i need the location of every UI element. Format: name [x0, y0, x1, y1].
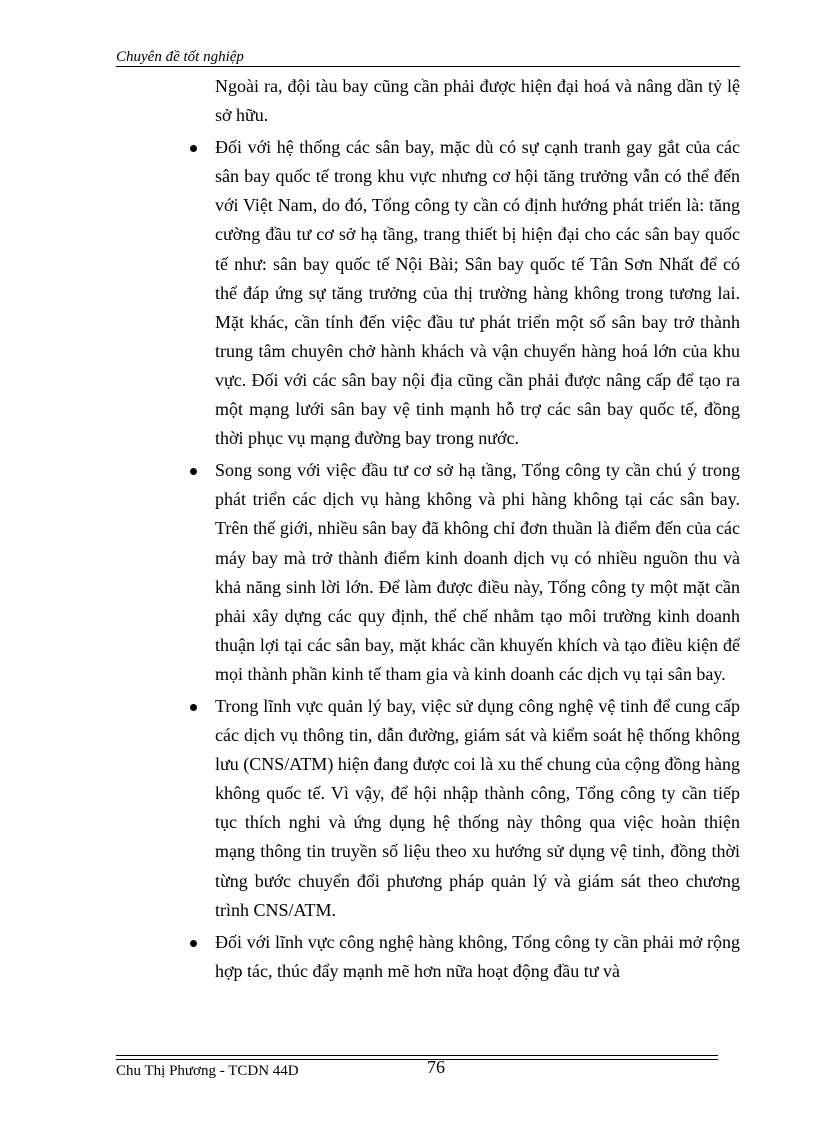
bullet-item-air-traffic-management [190, 692, 740, 925]
bullet-icon [190, 145, 197, 152]
paragraph-text: Song song với việc đầu tư cơ sở hạ tầng, Tổng công ty cần chú ý trong phát triển các dịch vụ hàng không và phi hàng không tại các sân bay. Trên thế giới, nhiều sân bay đã không chỉ đơn thuần là điểm đến của các máy bay mà trở thành điểm kinh doanh dịch vụ có nhiều nguồn thu và khả năng sinh lời lớn. Để làm được điều này, Tổng công ty một mặt cần phải xây dựng các quy định, thể chế nhằm tạo môi trường kinh doanh thuận lợi tại các sân bay, mặt khác cần khuyến khích và tạo điều kiện để mọi thành phần kinh tế tham gia và kinh doanh các dịch vụ tại sân bay. [215, 460, 740, 684]
bullet-icon [190, 704, 197, 711]
paragraph-text: Đối với hệ thống các sân bay, mặc dù có sự cạnh tranh gay gắt của các sân bay quốc tế trong khu vực nhưng cơ hội tăng trưởng vẫn có thể đến với Việt Nam, do đó, Tổng công ty cần có định hướng phát triển là: tăng cường đầu tư cơ sở hạ tầng, trang thiết bị hiện đại cho các sân bay quốc tế như: sân bay quốc tế Nội Bài; Sân bay quốc tế Tân Sơn Nhất để có thể đáp ứng sự tăng trưởng của thị trường hàng không trong tương lai. Mặt khác, cần tính đến việc đầu tư phát triển một số sân bay trở thành trung tâm chuyên chở hành khách và vận chuyển hàng hoá lớn của khu vực. Đối với các sân bay nội địa cũng cần phải được nâng cấp để tạo ra một mạng lưới sân bay vệ tinh mạnh hỗ trợ các sân bay quốc tế, đồng thời phục vụ mạng đường bay trong nước. [215, 137, 740, 449]
bullet-icon [190, 468, 197, 475]
paragraph-text: Trong lĩnh vực quản lý bay, việc sử dụng công nghệ vệ tinh để cung cấp các dịch vụ thông tin, dẫn đường, giám sát và kiểm soát hệ thống không lưu (CNS/ATM) hiện đang được coi là xu thế chung của cộng đồng hàng không quốc tế. Vì vậy, để hội nhập thành công, Tổng công ty cần tiếp tục thích nghi và ứng dụng hệ thống này thông qua việc hoàn thiện mạng thông tin truyền số liệu theo xu hướng sử dụng vệ tinh, đồng thời từng bước chuyển đổi phương pháp quản lý và giám sát theo chương trình CNS/ATM. [215, 695, 740, 920]
footer-rule [116, 1059, 718, 1060]
header-rule [116, 66, 740, 67]
footer-author: Chu Thị Phương - TCDN 44D [116, 1063, 299, 1079]
page-header [116, 46, 740, 68]
bullet-icon [190, 940, 197, 947]
paragraph-continuation [190, 72, 740, 130]
footer-rule [116, 1055, 718, 1056]
page-number: 76 [427, 1057, 445, 1077]
paragraph-text: Đối với lĩnh vực công nghệ hàng không, Tổng công ty cần phải mở rộng hợp tác, thúc đẩy mạnh mẽ hơn nữa hoạt động đầu tư và [215, 931, 740, 981]
bullet-item-airport-services [190, 456, 740, 689]
paragraph-text: Ngoài ra, đội tàu bay cũng cần phải được hiện đại hoá và nâng dần tỷ lệ sở hữu. [215, 76, 740, 126]
bullet-item-airports [190, 133, 740, 453]
header-title: Chuyên đề tốt nghiệp [116, 49, 244, 65]
page-footer [116, 1047, 718, 1087]
bullet-item-aviation-technology [190, 928, 740, 986]
body-text [190, 72, 740, 989]
